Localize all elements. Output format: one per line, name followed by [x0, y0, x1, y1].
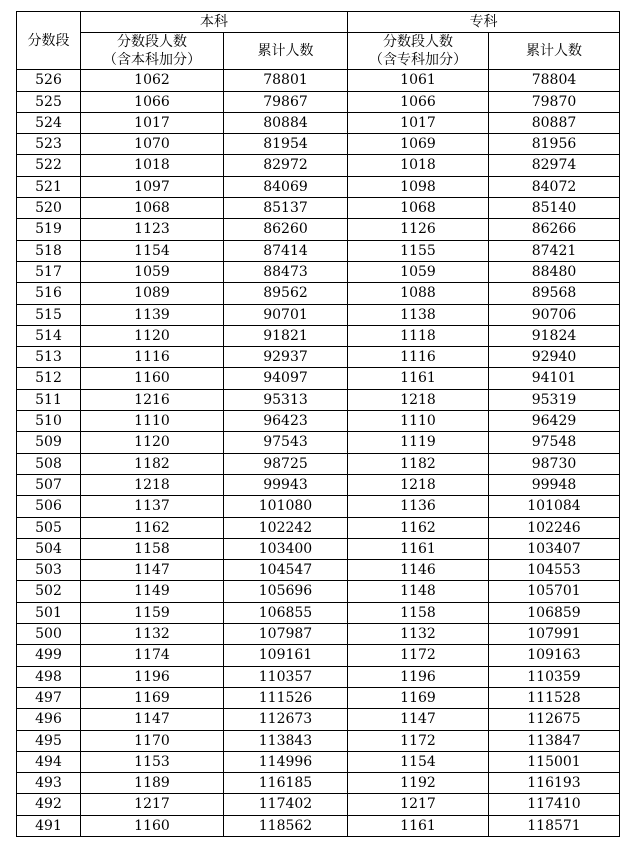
benke-count-cell: 1132: [81, 624, 224, 645]
benke-count-cell: 1120: [81, 325, 224, 346]
benke-cumulative-cell: 116185: [224, 773, 348, 794]
zhuanke-cumulative-cell: 81956: [489, 134, 620, 155]
zhuanke-count-header-line2: （含专科加分）: [369, 52, 467, 69]
table-row: [17, 815, 620, 836]
benke-cumulative-cell: 80884: [224, 112, 348, 133]
table-row: [17, 560, 620, 581]
zhuanke-cumulative-cell: 91824: [489, 325, 620, 346]
zhuanke-count-cell: 1138: [348, 304, 489, 325]
benke-count-cell: 1066: [81, 91, 224, 112]
benke-count-header-line1: 分数段人数: [117, 34, 187, 51]
score-band-cell: 497: [17, 687, 81, 708]
score-band-cell: 511: [17, 389, 81, 410]
benke-count-cell: 1137: [81, 496, 224, 517]
benke-count-cell: 1158: [81, 538, 224, 559]
benke-count-cell: 1139: [81, 304, 224, 325]
benke-count-cell: 1174: [81, 645, 224, 666]
zhuanke-cumulative-cell: 117410: [489, 794, 620, 815]
benke-cumulative-cell: 111526: [224, 687, 348, 708]
zhuanke-count-cell: 1018: [348, 155, 489, 176]
benke-cumulative-cell: 103400: [224, 538, 348, 559]
benke-cumulative-cell: 82972: [224, 155, 348, 176]
table-row: [17, 134, 620, 155]
table-row: [17, 517, 620, 538]
score-band-cell: 514: [17, 325, 81, 346]
zhuanke-count-header-line1: 分数段人数: [383, 34, 453, 51]
table-row: [17, 91, 620, 112]
benke-cumulative-cell: 112673: [224, 709, 348, 730]
zhuanke-cumulative-cell: 98730: [489, 453, 620, 474]
benke-cumulative-cell: 107987: [224, 624, 348, 645]
table-row: [17, 496, 620, 517]
score-band-cell: 525: [17, 91, 81, 112]
zhuanke-count-cell: 1169: [348, 687, 489, 708]
score-band-cell: 524: [17, 112, 81, 133]
benke-count-cell: 1018: [81, 155, 224, 176]
benke-count-cell: 1159: [81, 602, 224, 623]
benke-cumulative-cell: 105696: [224, 581, 348, 602]
benke-cumulative-cell: 92937: [224, 347, 348, 368]
score-band-cell: 507: [17, 474, 81, 495]
score-band-cell: 500: [17, 624, 81, 645]
zhuanke-cumulative-cell: 107991: [489, 624, 620, 645]
zhuanke-cumulative-cell: 102246: [489, 517, 620, 538]
zhuanke-count-cell: 1172: [348, 645, 489, 666]
zhuanke-cumulative-cell: 82974: [489, 155, 620, 176]
table-row: [17, 155, 620, 176]
benke-count-cell: 1162: [81, 517, 224, 538]
table-row: [17, 687, 620, 708]
score-band-cell: 505: [17, 517, 81, 538]
zhuanke-cumulative-cell: 104553: [489, 560, 620, 581]
score-band-cell: 491: [17, 815, 81, 836]
zhuanke-count-cell: 1061: [348, 70, 489, 91]
benke-count-cell: 1196: [81, 666, 224, 687]
zhuanke-cumulative-cell: 88480: [489, 261, 620, 282]
benke-count-cell: 1154: [81, 240, 224, 261]
zhuanke-cumulative-cell: 84072: [489, 176, 620, 197]
benke-count-cell: 1068: [81, 198, 224, 219]
zhuanke-cumulative-cell: 95319: [489, 389, 620, 410]
benke-count-cell: 1110: [81, 411, 224, 432]
zhuanke-count-cell: 1118: [348, 325, 489, 346]
benke-count-cell: 1147: [81, 709, 224, 730]
table-row: [17, 794, 620, 815]
benke-cumulative-cell: 91821: [224, 325, 348, 346]
score-band-cell: 509: [17, 432, 81, 453]
zhuanke-count-cell: 1192: [348, 773, 489, 794]
zhuanke-count-cell: 1172: [348, 730, 489, 751]
score-band-cell: 508: [17, 453, 81, 474]
zhuanke-cumulative-header: 累计人数: [489, 33, 620, 70]
zhuanke-cumulative-cell: 116193: [489, 773, 620, 794]
score-band-cell: 520: [17, 198, 81, 219]
benke-cumulative-cell: 101080: [224, 496, 348, 517]
benke-count-cell: 1147: [81, 560, 224, 581]
table-row: [17, 347, 620, 368]
benke-cumulative-cell: 106855: [224, 602, 348, 623]
zhuanke-count-cell: 1017: [348, 112, 489, 133]
benke-count-cell: 1216: [81, 389, 224, 410]
zhuanke-cumulative-cell: 103407: [489, 538, 620, 559]
benke-cumulative-cell: 98725: [224, 453, 348, 474]
table-row: [17, 240, 620, 261]
zhuanke-cumulative-cell: 101084: [489, 496, 620, 517]
zhuanke-count-cell: 1059: [348, 261, 489, 282]
score-band-header: 分数段: [17, 12, 81, 70]
table-row: [17, 709, 620, 730]
zhuanke-count-cell: 1148: [348, 581, 489, 602]
table-row: [17, 176, 620, 197]
table-row: [17, 624, 620, 645]
score-band-cell: 526: [17, 70, 81, 91]
zhuanke-cumulative-cell: 106859: [489, 602, 620, 623]
benke-count-cell: 1123: [81, 219, 224, 240]
benke-count-cell: 1182: [81, 453, 224, 474]
zhuanke-cumulative-cell: 85140: [489, 198, 620, 219]
table-row: [17, 325, 620, 346]
zhuanke-count-cell: 1154: [348, 751, 489, 772]
table-row: [17, 70, 620, 91]
score-band-cell: 494: [17, 751, 81, 772]
score-distribution-table: [16, 11, 620, 837]
benke-cumulative-cell: 95313: [224, 389, 348, 410]
benke-cumulative-cell: 97543: [224, 432, 348, 453]
benke-cumulative-cell: 88473: [224, 261, 348, 282]
benke-count-cell: 1089: [81, 283, 224, 304]
zhuanke-count-cell: 1158: [348, 602, 489, 623]
benke-count-header-line2: （含本科加分）: [103, 52, 201, 69]
benke-count-cell: 1189: [81, 773, 224, 794]
zhuanke-count-cell: 1068: [348, 198, 489, 219]
score-band-cell: 492: [17, 794, 81, 815]
score-band-cell: 499: [17, 645, 81, 666]
zhuanke-cumulative-cell: 97548: [489, 432, 620, 453]
benke-count-cell: 1160: [81, 815, 224, 836]
zhuanke-cumulative-cell: 90706: [489, 304, 620, 325]
score-band-cell: 496: [17, 709, 81, 730]
score-band-cell: 523: [17, 134, 81, 155]
benke-cumulative-cell: 102242: [224, 517, 348, 538]
zhuanke-cumulative-cell: 78804: [489, 70, 620, 91]
benke-cumulative-cell: 90701: [224, 304, 348, 325]
score-band-cell: 501: [17, 602, 81, 623]
score-band-cell: 515: [17, 304, 81, 325]
zhuanke-cumulative-cell: 92940: [489, 347, 620, 368]
benke-cumulative-cell: 79867: [224, 91, 348, 112]
table-row: [17, 645, 620, 666]
benke-cumulative-cell: 87414: [224, 240, 348, 261]
zhuanke-count-cell: 1110: [348, 411, 489, 432]
zhuanke-cumulative-cell: 113847: [489, 730, 620, 751]
zhuanke-count-cell: 1161: [348, 815, 489, 836]
zhuanke-count-cell: 1066: [348, 91, 489, 112]
benke-cumulative-cell: 86260: [224, 219, 348, 240]
zhuanke-count-cell: 1196: [348, 666, 489, 687]
benke-cumulative-cell: 104547: [224, 560, 348, 581]
table-row: [17, 666, 620, 687]
zhuanke-count-cell: 1162: [348, 517, 489, 538]
benke-count-header: [81, 33, 224, 70]
benke-cumulative-cell: 114996: [224, 751, 348, 772]
benke-count-cell: 1120: [81, 432, 224, 453]
table-row: [17, 453, 620, 474]
table-row: [17, 581, 620, 602]
score-band-cell: 513: [17, 347, 81, 368]
score-band-cell: 521: [17, 176, 81, 197]
benke-cumulative-cell: 94097: [224, 368, 348, 389]
table-row: [17, 389, 620, 410]
zhuanke-count-cell: 1116: [348, 347, 489, 368]
score-band-cell: 519: [17, 219, 81, 240]
benke-count-cell: 1160: [81, 368, 224, 389]
score-band-cell: 502: [17, 581, 81, 602]
zhuanke-cumulative-cell: 80887: [489, 112, 620, 133]
benke-cumulative-cell: 85137: [224, 198, 348, 219]
zhuanke-count-cell: 1147: [348, 709, 489, 730]
zhuanke-cumulative-cell: 112675: [489, 709, 620, 730]
table-header: [17, 12, 620, 70]
benke-cumulative-cell: 117402: [224, 794, 348, 815]
zhuanke-cumulative-cell: 89568: [489, 283, 620, 304]
benke-cumulative-cell: 99943: [224, 474, 348, 495]
table-row: [17, 112, 620, 133]
score-band-cell: 504: [17, 538, 81, 559]
table-row: [17, 730, 620, 751]
table-row: [17, 368, 620, 389]
zhuanke-cumulative-cell: 87421: [489, 240, 620, 261]
zhuanke-count-cell: 1155: [348, 240, 489, 261]
benke-cumulative-cell: 81954: [224, 134, 348, 155]
benke-count-cell: 1017: [81, 112, 224, 133]
benke-cumulative-header: 累计人数: [224, 33, 348, 70]
table-row: [17, 751, 620, 772]
benke-cumulative-cell: 84069: [224, 176, 348, 197]
table-body: [17, 70, 620, 837]
zhuanke-cumulative-cell: 110359: [489, 666, 620, 687]
table-row: [17, 474, 620, 495]
benke-count-cell: 1149: [81, 581, 224, 602]
zhuanke-count-cell: 1132: [348, 624, 489, 645]
zhuanke-cumulative-cell: 105701: [489, 581, 620, 602]
zhuanke-count-header: [348, 33, 489, 70]
benke-count-cell: 1097: [81, 176, 224, 197]
zhuanke-cumulative-cell: 115001: [489, 751, 620, 772]
benke-cumulative-cell: 109161: [224, 645, 348, 666]
benke-count-cell: 1116: [81, 347, 224, 368]
zhuanke-count-cell: 1126: [348, 219, 489, 240]
table-row: [17, 261, 620, 282]
zhuanke-count-cell: 1161: [348, 538, 489, 559]
zhuanke-count-cell: 1119: [348, 432, 489, 453]
table-row: [17, 304, 620, 325]
score-band-cell: 506: [17, 496, 81, 517]
benke-cumulative-cell: 78801: [224, 70, 348, 91]
header-row-groups: [17, 12, 620, 33]
table-row: [17, 602, 620, 623]
table-row: [17, 219, 620, 240]
zhuanke-count-cell: 1217: [348, 794, 489, 815]
zhuanke-count-cell: 1218: [348, 389, 489, 410]
table-row: [17, 411, 620, 432]
table-row: [17, 432, 620, 453]
zhuanke-cumulative-cell: 118571: [489, 815, 620, 836]
zhuanke-cumulative-cell: 79870: [489, 91, 620, 112]
benke-count-cell: 1062: [81, 70, 224, 91]
zhuanke-cumulative-cell: 96429: [489, 411, 620, 432]
benke-group-header: 本科: [81, 12, 348, 33]
score-band-cell: 518: [17, 240, 81, 261]
score-band-cell: 493: [17, 773, 81, 794]
header-row-columns: [17, 33, 620, 70]
zhuanke-count-cell: 1146: [348, 560, 489, 581]
zhuanke-cumulative-cell: 94101: [489, 368, 620, 389]
zhuanke-count-cell: 1098: [348, 176, 489, 197]
zhuanke-cumulative-cell: 99948: [489, 474, 620, 495]
benke-count-cell: 1070: [81, 134, 224, 155]
score-band-cell: 495: [17, 730, 81, 751]
benke-cumulative-cell: 96423: [224, 411, 348, 432]
benke-count-cell: 1170: [81, 730, 224, 751]
zhuanke-cumulative-cell: 86266: [489, 219, 620, 240]
score-band-cell: 498: [17, 666, 81, 687]
benke-cumulative-cell: 113843: [224, 730, 348, 751]
zhuanke-cumulative-cell: 111528: [489, 687, 620, 708]
zhuanke-count-cell: 1069: [348, 134, 489, 155]
table-row: [17, 773, 620, 794]
benke-count-cell: 1059: [81, 261, 224, 282]
score-band-cell: 517: [17, 261, 81, 282]
score-band-cell: 522: [17, 155, 81, 176]
benke-cumulative-cell: 89562: [224, 283, 348, 304]
benke-cumulative-cell: 118562: [224, 815, 348, 836]
score-band-cell: 512: [17, 368, 81, 389]
score-band-cell: 516: [17, 283, 81, 304]
zhuanke-count-cell: 1182: [348, 453, 489, 474]
benke-count-cell: 1169: [81, 687, 224, 708]
benke-count-cell: 1217: [81, 794, 224, 815]
score-band-cell: 510: [17, 411, 81, 432]
benke-cumulative-cell: 110357: [224, 666, 348, 687]
table-row: [17, 283, 620, 304]
zhuanke-group-header: 专科: [348, 12, 620, 33]
score-band-cell: 503: [17, 560, 81, 581]
table-row: [17, 538, 620, 559]
zhuanke-cumulative-cell: 109163: [489, 645, 620, 666]
benke-count-cell: 1218: [81, 474, 224, 495]
zhuanke-count-cell: 1088: [348, 283, 489, 304]
zhuanke-count-cell: 1218: [348, 474, 489, 495]
zhuanke-count-cell: 1161: [348, 368, 489, 389]
table-row: [17, 198, 620, 219]
benke-count-cell: 1153: [81, 751, 224, 772]
zhuanke-count-cell: 1136: [348, 496, 489, 517]
